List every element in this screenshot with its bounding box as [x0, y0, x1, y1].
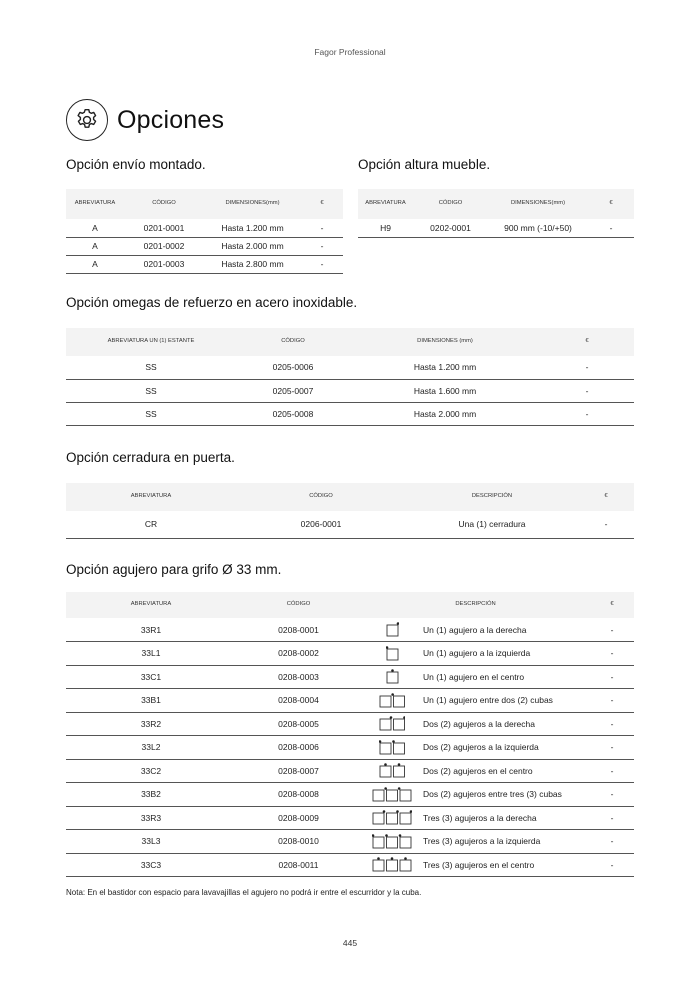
cell-icon — [361, 830, 423, 854]
cell-desc: Un (1) agujero a la izquierda — [423, 642, 590, 666]
table-row — [66, 219, 343, 237]
cell-abbr: 33C2 — [66, 759, 236, 783]
cell-code: 0208-0005 — [236, 712, 361, 736]
cell-icon — [361, 618, 423, 642]
sink-2-holes-left-icon — [379, 739, 406, 756]
cell-desc: Tres (3) agujeros a la derecha — [423, 806, 590, 830]
cell-price: - — [590, 712, 634, 736]
col-header-price: € — [578, 483, 634, 511]
cell-abbr: A — [66, 255, 124, 273]
cell-abbr: SS — [66, 356, 236, 379]
cell-price: - — [578, 511, 634, 538]
cell-code: 0208-0009 — [236, 806, 361, 830]
sink-1-hole-right-icon — [386, 621, 399, 638]
cell-abbr: A — [66, 237, 124, 255]
table-row — [66, 783, 634, 807]
cell-code: 0208-0011 — [236, 853, 361, 877]
cell-dim: 900 mm (-10/+50) — [488, 219, 588, 237]
cell-abbr: 33C1 — [66, 665, 236, 689]
cell-abbr: 33B1 — [66, 689, 236, 713]
table-row — [66, 759, 634, 783]
table-row — [66, 511, 634, 538]
cell-abbr: 33R1 — [66, 618, 236, 642]
page-number: 445 — [342, 938, 358, 948]
table-altura — [358, 189, 634, 238]
cell-price: - — [590, 853, 634, 877]
cell-icon — [361, 689, 423, 713]
cell-icon — [361, 853, 423, 877]
col-header-descripcion: DESCRIPCIÓN — [406, 483, 578, 511]
page-title-row — [66, 99, 224, 141]
cell-icon — [361, 736, 423, 760]
section-title-grifo: Opción agujero para grifo Ø 33 mm. — [66, 562, 282, 577]
sink-2-holes-center-icon — [379, 762, 406, 779]
cell-price: - — [590, 830, 634, 854]
cell-dim: Hasta 1.600 mm — [350, 379, 540, 402]
cell-desc: Tres (3) agujeros a la izquierda — [423, 830, 590, 854]
cell-desc: Dos (2) agujeros en el centro — [423, 759, 590, 783]
gear-icon — [66, 99, 108, 141]
page-title: Opciones — [117, 105, 225, 134]
cell-abbr: 33C3 — [66, 853, 236, 877]
col-header-abreviatura: ABREVIATURA — [66, 483, 236, 511]
cell-icon — [361, 712, 423, 736]
cell-desc: Tres (3) agujeros en el centro — [423, 853, 590, 877]
cell-dim: Hasta 2.800 mm — [204, 255, 301, 273]
col-header-codigo: CÓDIGO — [236, 483, 406, 511]
cell-abbr: SS — [66, 402, 236, 425]
cell-icon — [361, 665, 423, 689]
cell-abbr: CR — [66, 511, 236, 538]
cell-code: 0202-0001 — [413, 219, 488, 237]
cell-abbr: 33L3 — [66, 830, 236, 854]
cell-code: 0208-0006 — [236, 736, 361, 760]
cell-abbr: A — [66, 219, 124, 237]
brand-header: Fagor Professional — [314, 47, 386, 57]
cell-dim: Hasta 1.200 mm — [350, 356, 540, 379]
cell-code: 0205-0006 — [236, 356, 350, 379]
table-row — [66, 379, 634, 402]
cell-price: - — [301, 237, 343, 255]
cell-price: - — [590, 689, 634, 713]
cell-price: - — [540, 402, 634, 425]
cell-price: - — [590, 736, 634, 760]
table-row — [66, 402, 634, 425]
cell-code: 0208-0007 — [236, 759, 361, 783]
table-row — [358, 219, 634, 237]
table-row — [66, 237, 343, 255]
col-header-price: € — [588, 189, 634, 219]
cell-dim: Hasta 2.000 mm — [204, 237, 301, 255]
sink-3-holes-left-icon — [372, 833, 412, 850]
table-row — [66, 853, 634, 877]
cell-icon — [361, 642, 423, 666]
sink-2-holes-right-icon — [379, 715, 406, 732]
cell-code: 0208-0004 — [236, 689, 361, 713]
table-row — [66, 736, 634, 760]
col-header-abreviatura: ABREVIATURA — [66, 189, 124, 219]
cell-code: 0206-0001 — [236, 511, 406, 538]
cell-code: 0208-0003 — [236, 665, 361, 689]
sink-1-hole-center-icon — [386, 668, 399, 685]
table-row — [66, 806, 634, 830]
cell-code: 0205-0008 — [236, 402, 350, 425]
col-header-codigo: CÓDIGO — [124, 189, 204, 219]
cell-price: - — [588, 219, 634, 237]
footnote: Nota: En el bastidor con espacio para lavavajillas el agujero no podrá ir entre el escurridor y la cuba. — [66, 888, 422, 897]
cell-code: 0208-0010 — [236, 830, 361, 854]
table-row — [66, 712, 634, 736]
cell-desc: Dos (2) agujeros entre tres (3) cubas — [423, 783, 590, 807]
cell-price: - — [540, 356, 634, 379]
col-header-abreviatura: ABREVIATURA — [358, 189, 413, 219]
cell-price: - — [590, 665, 634, 689]
cell-abbr: 33R2 — [66, 712, 236, 736]
cell-dim: Hasta 1.200 mm — [204, 219, 301, 237]
table-grifo — [66, 592, 634, 877]
cell-code: 0205-0007 — [236, 379, 350, 402]
cell-desc: Un (1) agujero en el centro — [423, 665, 590, 689]
cell-dim: Hasta 2.000 mm — [350, 402, 540, 425]
cell-code: 0201-0001 — [124, 219, 204, 237]
cell-price: - — [590, 618, 634, 642]
cell-code: 0208-0008 — [236, 783, 361, 807]
cell-icon — [361, 783, 423, 807]
section-title-altura: Opción altura mueble. — [358, 157, 491, 172]
table-row — [66, 830, 634, 854]
sink-2-holes-between-3-icon — [372, 786, 412, 803]
sink-3-holes-center-icon — [372, 856, 412, 873]
section-title-montado: Opción envío montado. — [66, 157, 206, 172]
cell-code: 0201-0003 — [124, 255, 204, 273]
cell-abbr: H9 — [358, 219, 413, 237]
cell-price: - — [540, 379, 634, 402]
col-header-codigo: CÓDIGO — [236, 592, 361, 618]
cell-price: - — [301, 255, 343, 273]
section-title-omegas: Opción omegas de refuerzo en acero inoxidable. — [66, 295, 358, 310]
col-header-dimensiones: DIMENSIONES(mm) — [204, 189, 301, 219]
cell-abbr: 33L1 — [66, 642, 236, 666]
sink-1-hole-between-2-icon — [379, 692, 406, 709]
cell-desc: Un (1) agujero entre dos (2) cubas — [423, 689, 590, 713]
col-header-abreviatura: ABREVIATURA UN (1) ESTANTE — [66, 328, 236, 356]
table-montado — [66, 189, 343, 274]
col-header-dimensiones: DIMENSIONES (mm) — [350, 328, 540, 356]
table-row — [66, 255, 343, 273]
cell-code: 0201-0002 — [124, 237, 204, 255]
col-header-codigo: CÓDIGO — [236, 328, 350, 356]
cell-desc: Una (1) cerradura — [406, 511, 578, 538]
section-title-cerradura: Opción cerradura en puerta. — [66, 450, 235, 465]
table-omegas — [66, 328, 634, 426]
cell-icon — [361, 759, 423, 783]
cell-price: - — [590, 642, 634, 666]
col-header-dimensiones: DIMENSIONES(mm) — [488, 189, 588, 219]
cell-price: - — [590, 759, 634, 783]
col-header-descripcion: DESCRIPCIÓN — [361, 592, 590, 618]
col-header-codigo: CÓDIGO — [413, 189, 488, 219]
cell-desc: Un (1) agujero a la derecha — [423, 618, 590, 642]
cell-abbr: SS — [66, 379, 236, 402]
cell-abbr: 33L2 — [66, 736, 236, 760]
cell-desc: Dos (2) agujeros a la derecha — [423, 712, 590, 736]
col-header-price: € — [590, 592, 634, 618]
table-row — [66, 665, 634, 689]
sink-3-holes-right-icon — [372, 809, 412, 826]
col-header-price: € — [540, 328, 634, 356]
table-row — [66, 642, 634, 666]
col-header-price: € — [301, 189, 343, 219]
cell-code: 0208-0001 — [236, 618, 361, 642]
cell-code: 0208-0002 — [236, 642, 361, 666]
cell-abbr: 33B2 — [66, 783, 236, 807]
cell-price: - — [590, 783, 634, 807]
cell-price: - — [590, 806, 634, 830]
table-row — [66, 356, 634, 379]
cell-price: - — [301, 219, 343, 237]
table-row — [66, 689, 634, 713]
col-header-abreviatura: ABREVIATURA — [66, 592, 236, 618]
table-cerradura — [66, 483, 634, 539]
cell-desc: Dos (2) agujeros a la izquierda — [423, 736, 590, 760]
table-row — [66, 618, 634, 642]
cell-abbr: 33R3 — [66, 806, 236, 830]
sink-1-hole-left-icon — [386, 645, 399, 662]
cell-icon — [361, 806, 423, 830]
